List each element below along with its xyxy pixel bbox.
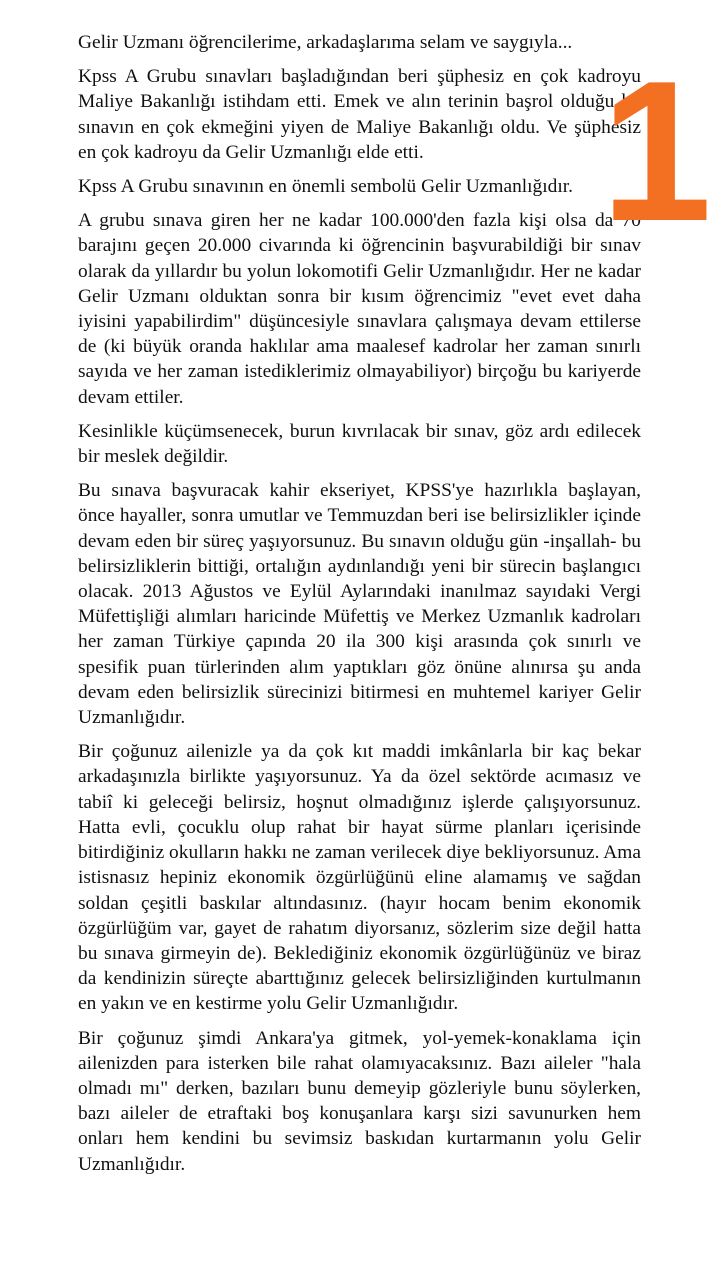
paragraph: A grubu sınava giren her ne kadar 100.000'den fazla kişi olsa da 70 barajını geçen 20.000 civarında ki öğrencinin başvurabildiği bir sınav olarak da yıllardır bu yolun lokomotifi Gelir Uzmanlığıdır. Her ne kadar Gelir Uzmanı olduktan sonra bir kısım öğrencimiz "evet evet daha iyisini yapabilirdim" düşüncesiyle sınavlara çalışmaya devam ettilerse de (ki büyük oranda haklılar ama maalesef kadrolar her zaman sınırlı sayıda ve her zaman istediklerimiz olmayabiliyor) birçoğu bu kariyerde devam ettiler.: [78, 210, 641, 408]
paragraph: Kesinlikle küçümsenecek, burun kıvrılacak bir sınav, göz ardı edilecek bir meslek değildir.: [78, 420, 641, 468]
paragraph: Bir çoğunuz ailenizle ya da çok kıt maddi imkânlarla bir kaç bekar arkadaşınızla birlikte yaşıyorsunuz. Ya da özel sektörde acımasız ve tabiî ki geleceği belirsiz, hoşnut olmadığınız işlerde çalışıyorsunuz. Hatta evli, çocuklu olup rahat bir hayat sürme planları içerisinde bitirdiğiniz okulların hakkı ne zaman verilecek diye bekliyorsunuz. Ama istisnasız hepiniz ekonomik özgürlüğünü eline alamamış ve sağdan soldan çeşitli baskılar altındasınız. (hayır hocam benim ekonomik özgürlüğüm var, gayet de rahatım diyorsanız, sözlerim size değil hatta bu sınava girmeyin de). Beklediğiniz ekonomik özgürlüğünüz ve biraz da kendinizin süreçte abarttığınız gelecek belirsizliğinden kurtulmanın en yakın ve en kestirme yolu Gelir Uzmanlığıdır.: [78, 741, 641, 1015]
paragraph: Bu sınava başvuracak kahir ekseriyet, KPSS'ye hazırlıkla başlayan, önce hayaller, sonra umutlar ve Temmuzdan beri ise belirsizlikler içinde devam eden bir süreç yaşıyorsunuz. Bu sınavın olduğu gün -inşallah- bu belirsizliklerin bittiği, ortalığın aydınlandığı yeni bir sürecin başlangıcı olacak. 2013 Ağustos ve Eylül Aylarındaki inanılmaz sayıdaki Vergi Müfettişliği alımları haricinde Müfettiş ve Merkez Uzmanlık kadroları her zaman Türkiye çapında 20 ila 300 kişi arasında çok sınırlı ve spesifik puan türlerinden alım yaptıkları göz önüne alınırsa şu anda devam eden belirsizlik sürecinizi bitirmesi en muhtemel kariyer Gelir Uzmanlığıdır.: [78, 480, 641, 729]
paragraph-greeting: Gelir Uzmanı öğrencilerime, arkadaşlarıma selam ve saygıyla...: [78, 32, 573, 53]
paragraph: Kpss A Grubu sınavları başladığından beri şüphesiz en çok kadroyu Maliye Bakanlığı istihdam etti. Emek ve alın terinin başrol olduğu bu sınavın en çok ekmeğini yiyen de Maliye Bakanlığı oldu. Ve şüphesiz en çok kadroyu da Gelir Uzmanlığı elde etti.: [78, 66, 641, 163]
paragraph: Bir çoğunuz şimdi Ankara'ya gitmek, yol-yemek-konaklama için ailenizden para isterken bile rahat olamıyacaksınız. Bazı aileler "hala olmadı mı" derken, bazıları bunu demeyip gözleriyle bunu söylerken, bazı aileler de etraftaki boş konuşanlara karşı sizi savunurken hem onları hem kendini bu sevimsiz baskıdan kurtarmanın yolu Gelir Uzmanlığıdır.: [78, 1027, 641, 1175]
paragraph: Kpss A Grubu sınavının en önemli sembolü Gelir Uzmanlığıdır.: [78, 176, 573, 198]
body-text: [78, 30, 641, 1186]
page-number: 1: [600, 40, 712, 263]
